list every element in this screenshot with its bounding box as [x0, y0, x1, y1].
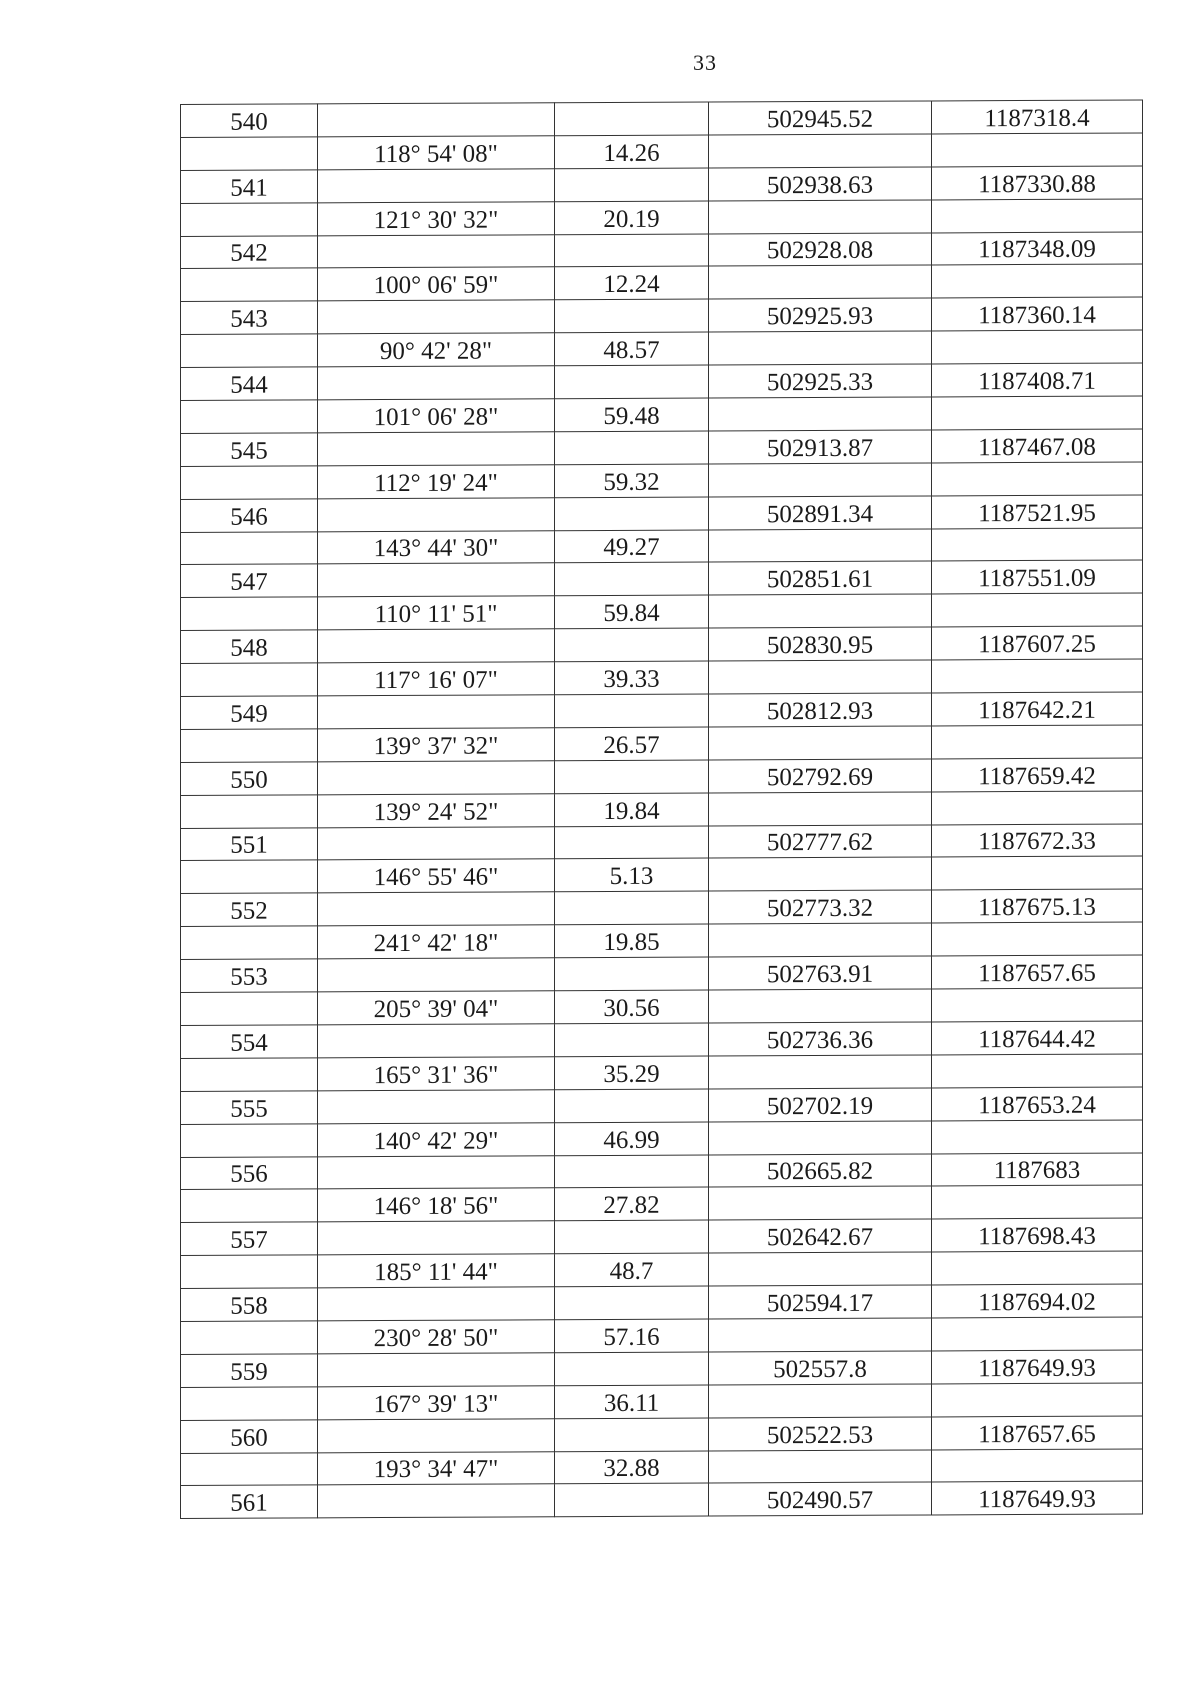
- point-cell: 558: [181, 1288, 318, 1322]
- bearing-cell: [318, 234, 555, 268]
- bearing-cell: [318, 1418, 555, 1452]
- easting-cell: 502773.32: [709, 890, 932, 924]
- bearing-cell: [318, 826, 555, 860]
- easting-cell: 502945.52: [709, 101, 932, 135]
- point-cell: 559: [181, 1354, 318, 1388]
- bearing-cell: [318, 1287, 555, 1321]
- traverse-row: [181, 528, 1143, 565]
- bearing-cell: [318, 1484, 555, 1518]
- easting-cell: 502928.08: [709, 233, 932, 267]
- easting-cell: 502925.93: [709, 298, 932, 332]
- point-cell: [181, 1255, 318, 1289]
- distance-cell: 19.85: [555, 924, 709, 958]
- traverse-row: [181, 593, 1143, 630]
- bearing-cell: 110° 11' 51": [318, 596, 555, 630]
- point-cell: 544: [181, 367, 318, 401]
- easting-cell: [709, 792, 932, 826]
- distance-cell: 59.84: [555, 595, 709, 629]
- survey-table-container: [180, 99, 1142, 1519]
- distance-cell: 35.29: [555, 1056, 709, 1090]
- easting-cell: [709, 134, 932, 168]
- easting-cell: 502522.53: [709, 1417, 932, 1451]
- traverse-row: [181, 330, 1143, 367]
- point-row: [181, 560, 1143, 597]
- point-row: [181, 626, 1143, 663]
- easting-cell: [709, 989, 932, 1023]
- point-row: [181, 1218, 1143, 1255]
- northing-cell: [932, 791, 1143, 825]
- point-cell: 561: [181, 1485, 318, 1519]
- point-row: [181, 692, 1143, 729]
- northing-cell: [932, 1054, 1143, 1088]
- point-row: [181, 100, 1143, 137]
- northing-cell: [932, 396, 1143, 430]
- distance-cell: [555, 234, 709, 268]
- bearing-cell: 117° 16' 07": [318, 662, 555, 696]
- point-row: [181, 955, 1143, 992]
- distance-cell: [555, 365, 709, 399]
- distance-cell: 46.99: [555, 1122, 709, 1156]
- bearing-cell: 140° 42' 29": [318, 1122, 555, 1156]
- point-cell: [181, 334, 318, 368]
- northing-cell: 1187659.42: [932, 758, 1143, 792]
- point-cell: 551: [181, 827, 318, 861]
- distance-cell: [555, 1220, 709, 1254]
- distance-cell: [555, 299, 709, 333]
- northing-cell: 1187642.21: [932, 692, 1143, 726]
- bearing-cell: 146° 55' 46": [318, 859, 555, 893]
- northing-cell: 1187698.43: [932, 1218, 1143, 1252]
- northing-cell: [932, 593, 1143, 627]
- point-row: [181, 297, 1143, 334]
- easting-cell: 502851.61: [709, 561, 932, 595]
- traverse-row: [181, 396, 1143, 433]
- bearing-cell: 139° 37' 32": [318, 728, 555, 762]
- northing-cell: 1187694.02: [932, 1284, 1143, 1318]
- bearing-cell: [318, 497, 555, 531]
- distance-cell: [555, 957, 709, 991]
- traverse-row: [181, 199, 1143, 236]
- northing-cell: [932, 199, 1143, 233]
- northing-cell: 1187649.93: [932, 1481, 1143, 1515]
- point-cell: 542: [181, 235, 318, 269]
- bearing-cell: 139° 24' 52": [318, 793, 555, 827]
- northing-cell: 1187653.24: [932, 1087, 1143, 1121]
- northing-cell: [932, 528, 1143, 562]
- easting-cell: [709, 660, 932, 694]
- point-cell: [181, 531, 318, 565]
- point-cell: [181, 926, 318, 960]
- point-cell: 550: [181, 762, 318, 796]
- easting-cell: 502557.8: [709, 1351, 932, 1385]
- easting-cell: [709, 1186, 932, 1220]
- point-cell: 543: [181, 301, 318, 335]
- bearing-cell: 143° 44' 30": [318, 530, 555, 564]
- northing-cell: 1187551.09: [932, 560, 1143, 594]
- point-row: [181, 758, 1143, 795]
- point-cell: [181, 663, 318, 697]
- easting-cell: [709, 1055, 932, 1089]
- distance-cell: [555, 1352, 709, 1386]
- point-cell: 545: [181, 433, 318, 467]
- easting-cell: [709, 594, 932, 628]
- bearing-cell: [318, 300, 555, 334]
- bearing-cell: [318, 1024, 555, 1058]
- bearing-cell: [318, 563, 555, 597]
- traverse-row: [181, 659, 1143, 696]
- easting-cell: 502812.93: [709, 693, 932, 727]
- distance-cell: 59.48: [555, 398, 709, 432]
- point-row: [181, 429, 1143, 466]
- point-cell: 555: [181, 1091, 318, 1125]
- bearing-cell: 185° 11' 44": [318, 1254, 555, 1288]
- point-cell: 554: [181, 1025, 318, 1059]
- point-row: [181, 1087, 1143, 1124]
- bearing-cell: [318, 958, 555, 992]
- survey-table-body: [181, 100, 1143, 1519]
- bearing-cell: [318, 629, 555, 663]
- point-cell: 552: [181, 893, 318, 927]
- point-row: [181, 1152, 1143, 1189]
- distance-cell: [555, 694, 709, 728]
- bearing-cell: [318, 695, 555, 729]
- northing-cell: 1187649.93: [932, 1350, 1143, 1384]
- northing-cell: 1187330.88: [932, 166, 1143, 200]
- point-cell: 560: [181, 1419, 318, 1453]
- northing-cell: 1187408.71: [932, 363, 1143, 397]
- distance-cell: [555, 1483, 709, 1517]
- bearing-cell: [318, 761, 555, 795]
- point-cell: [181, 795, 318, 829]
- point-cell: 557: [181, 1222, 318, 1256]
- point-row: [181, 166, 1143, 203]
- point-row: [181, 363, 1143, 400]
- distance-cell: [555, 1155, 709, 1189]
- survey-coordinate-table: [180, 99, 1143, 1519]
- point-cell: [181, 268, 318, 302]
- distance-cell: 49.27: [555, 530, 709, 564]
- easting-cell: 502490.57: [709, 1482, 932, 1516]
- easting-cell: 502594.17: [709, 1285, 932, 1319]
- easting-cell: [709, 397, 932, 431]
- bearing-cell: 101° 06' 28": [318, 399, 555, 433]
- point-cell: [181, 1189, 318, 1223]
- northing-cell: 1187657.65: [932, 955, 1143, 989]
- traverse-row: [181, 1383, 1143, 1420]
- point-row: [181, 495, 1143, 532]
- easting-cell: [709, 463, 932, 497]
- northing-cell: 1187657.65: [932, 1416, 1143, 1450]
- distance-cell: 48.7: [555, 1253, 709, 1287]
- northing-cell: [932, 1251, 1143, 1285]
- traverse-row: [181, 1317, 1143, 1354]
- point-row: [181, 1481, 1143, 1518]
- bearing-cell: 205° 39' 04": [318, 991, 555, 1025]
- northing-cell: [932, 462, 1143, 496]
- distance-cell: 14.26: [555, 135, 709, 169]
- traverse-row: [181, 1185, 1143, 1222]
- distance-cell: [555, 168, 709, 202]
- point-row: [181, 1350, 1143, 1387]
- easting-cell: 502642.67: [709, 1219, 932, 1253]
- easting-cell: [709, 200, 932, 234]
- northing-cell: 1187318.4: [932, 100, 1143, 134]
- easting-cell: 502736.36: [709, 1022, 932, 1056]
- traverse-row: [181, 1448, 1143, 1485]
- easting-cell: [709, 726, 932, 760]
- northing-cell: [932, 725, 1143, 759]
- northing-cell: [932, 1448, 1143, 1482]
- northing-cell: 1187467.08: [932, 429, 1143, 463]
- point-cell: [181, 860, 318, 894]
- distance-cell: [555, 562, 709, 596]
- point-cell: 548: [181, 630, 318, 664]
- northing-cell: [932, 264, 1143, 298]
- point-cell: [181, 597, 318, 631]
- northing-cell: 1187672.33: [932, 824, 1143, 858]
- distance-cell: 12.24: [555, 266, 709, 300]
- traverse-row: [181, 133, 1143, 170]
- bearing-cell: [318, 1353, 555, 1387]
- bearing-cell: 193° 34' 47": [318, 1451, 555, 1485]
- bearing-cell: [318, 103, 555, 137]
- traverse-row: [181, 264, 1143, 301]
- bearing-cell: [318, 1221, 555, 1255]
- easting-cell: 502938.63: [709, 167, 932, 201]
- point-cell: 546: [181, 499, 318, 533]
- bearing-cell: [318, 1089, 555, 1123]
- bearing-cell: 100° 06' 59": [318, 267, 555, 301]
- northing-cell: [932, 330, 1143, 364]
- point-cell: 541: [181, 170, 318, 204]
- point-row: [181, 1416, 1143, 1453]
- point-row: [181, 232, 1143, 269]
- easting-cell: [709, 923, 932, 957]
- easting-cell: [709, 1121, 932, 1155]
- distance-cell: [555, 1023, 709, 1057]
- distance-cell: [555, 760, 709, 794]
- northing-cell: [932, 1317, 1143, 1351]
- point-row: [181, 824, 1143, 861]
- easting-cell: [709, 1449, 932, 1483]
- point-cell: 540: [181, 104, 318, 138]
- northing-cell: 1187607.25: [932, 626, 1143, 660]
- traverse-row: [181, 856, 1143, 893]
- distance-cell: 48.57: [555, 332, 709, 366]
- distance-cell: 30.56: [555, 990, 709, 1024]
- distance-cell: 26.57: [555, 727, 709, 761]
- bearing-cell: [318, 892, 555, 926]
- bearing-cell: 121° 30' 32": [318, 201, 555, 235]
- distance-cell: 36.11: [555, 1385, 709, 1419]
- bearing-cell: [318, 366, 555, 400]
- point-cell: [181, 400, 318, 434]
- point-cell: [181, 1058, 318, 1092]
- easting-cell: [709, 529, 932, 563]
- bearing-cell: 146° 18' 56": [318, 1188, 555, 1222]
- point-cell: 553: [181, 959, 318, 993]
- point-cell: [181, 203, 318, 237]
- easting-cell: 502830.95: [709, 627, 932, 661]
- distance-cell: 19.84: [555, 793, 709, 827]
- traverse-row: [181, 791, 1143, 828]
- bearing-cell: [318, 432, 555, 466]
- traverse-row: [181, 725, 1143, 762]
- point-cell: [181, 1123, 318, 1157]
- easting-cell: [709, 265, 932, 299]
- point-cell: [181, 992, 318, 1026]
- distance-cell: 32.88: [555, 1451, 709, 1485]
- distance-cell: [555, 1418, 709, 1452]
- easting-cell: 502777.62: [709, 825, 932, 859]
- point-cell: [181, 1321, 318, 1355]
- distance-cell: [555, 431, 709, 465]
- traverse-row: [181, 1120, 1143, 1157]
- point-cell: 549: [181, 696, 318, 730]
- distance-cell: [555, 102, 709, 136]
- point-cell: [181, 137, 318, 171]
- point-cell: [181, 466, 318, 500]
- northing-cell: 1187675.13: [932, 889, 1143, 923]
- northing-cell: 1187348.09: [932, 232, 1143, 266]
- northing-cell: [932, 1383, 1143, 1417]
- northing-cell: 1187521.95: [932, 495, 1143, 529]
- distance-cell: [555, 497, 709, 531]
- page-number: 33: [693, 50, 717, 75]
- bearing-cell: [318, 1155, 555, 1189]
- point-cell: 547: [181, 564, 318, 598]
- distance-cell: [555, 1089, 709, 1123]
- easting-cell: 502913.87: [709, 430, 932, 464]
- distance-cell: [555, 826, 709, 860]
- bearing-cell: 165° 31' 36": [318, 1057, 555, 1091]
- easting-cell: 502665.82: [709, 1153, 932, 1187]
- easting-cell: 502792.69: [709, 759, 932, 793]
- distance-cell: 39.33: [555, 661, 709, 695]
- traverse-row: [181, 1054, 1143, 1091]
- northing-cell: [932, 988, 1143, 1022]
- easting-cell: [709, 1252, 932, 1286]
- northing-cell: [932, 856, 1143, 890]
- traverse-row: [181, 462, 1143, 499]
- bearing-cell: 167° 39' 13": [318, 1385, 555, 1419]
- easting-cell: 502891.34: [709, 496, 932, 530]
- easting-cell: 502702.19: [709, 1088, 932, 1122]
- northing-cell: 1187683: [932, 1152, 1143, 1186]
- bearing-cell: 118° 54' 08": [318, 136, 555, 170]
- point-cell: [181, 729, 318, 763]
- northing-cell: [932, 133, 1143, 167]
- northing-cell: [932, 922, 1143, 956]
- bearing-cell: [318, 169, 555, 203]
- distance-cell: 20.19: [555, 201, 709, 235]
- traverse-row: [181, 922, 1143, 959]
- point-cell: [181, 1452, 318, 1486]
- easting-cell: [709, 331, 932, 365]
- distance-cell: [555, 1286, 709, 1320]
- bearing-cell: 90° 42' 28": [318, 333, 555, 367]
- distance-cell: 59.32: [555, 464, 709, 498]
- bearing-cell: 230° 28' 50": [318, 1320, 555, 1354]
- distance-cell: 5.13: [555, 858, 709, 892]
- bearing-cell: 241° 42' 18": [318, 925, 555, 959]
- distance-cell: 27.82: [555, 1187, 709, 1221]
- distance-cell: [555, 891, 709, 925]
- point-row: [181, 1021, 1143, 1058]
- bearing-cell: 112° 19' 24": [318, 465, 555, 499]
- point-cell: [181, 1387, 318, 1421]
- easting-cell: 502925.33: [709, 364, 932, 398]
- northing-cell: [932, 659, 1143, 693]
- distance-cell: 57.16: [555, 1319, 709, 1353]
- easting-cell: [709, 1318, 932, 1352]
- easting-cell: [709, 1384, 932, 1418]
- traverse-row: [181, 988, 1143, 1025]
- northing-cell: 1187360.14: [932, 297, 1143, 331]
- point-cell: 556: [181, 1156, 318, 1190]
- northing-cell: [932, 1120, 1143, 1154]
- point-row: [181, 889, 1143, 926]
- northing-cell: [932, 1185, 1143, 1219]
- easting-cell: [709, 857, 932, 891]
- easting-cell: 502763.91: [709, 956, 932, 990]
- point-row: [181, 1284, 1143, 1321]
- distance-cell: [555, 628, 709, 662]
- northing-cell: 1187644.42: [932, 1021, 1143, 1055]
- traverse-row: [181, 1251, 1143, 1288]
